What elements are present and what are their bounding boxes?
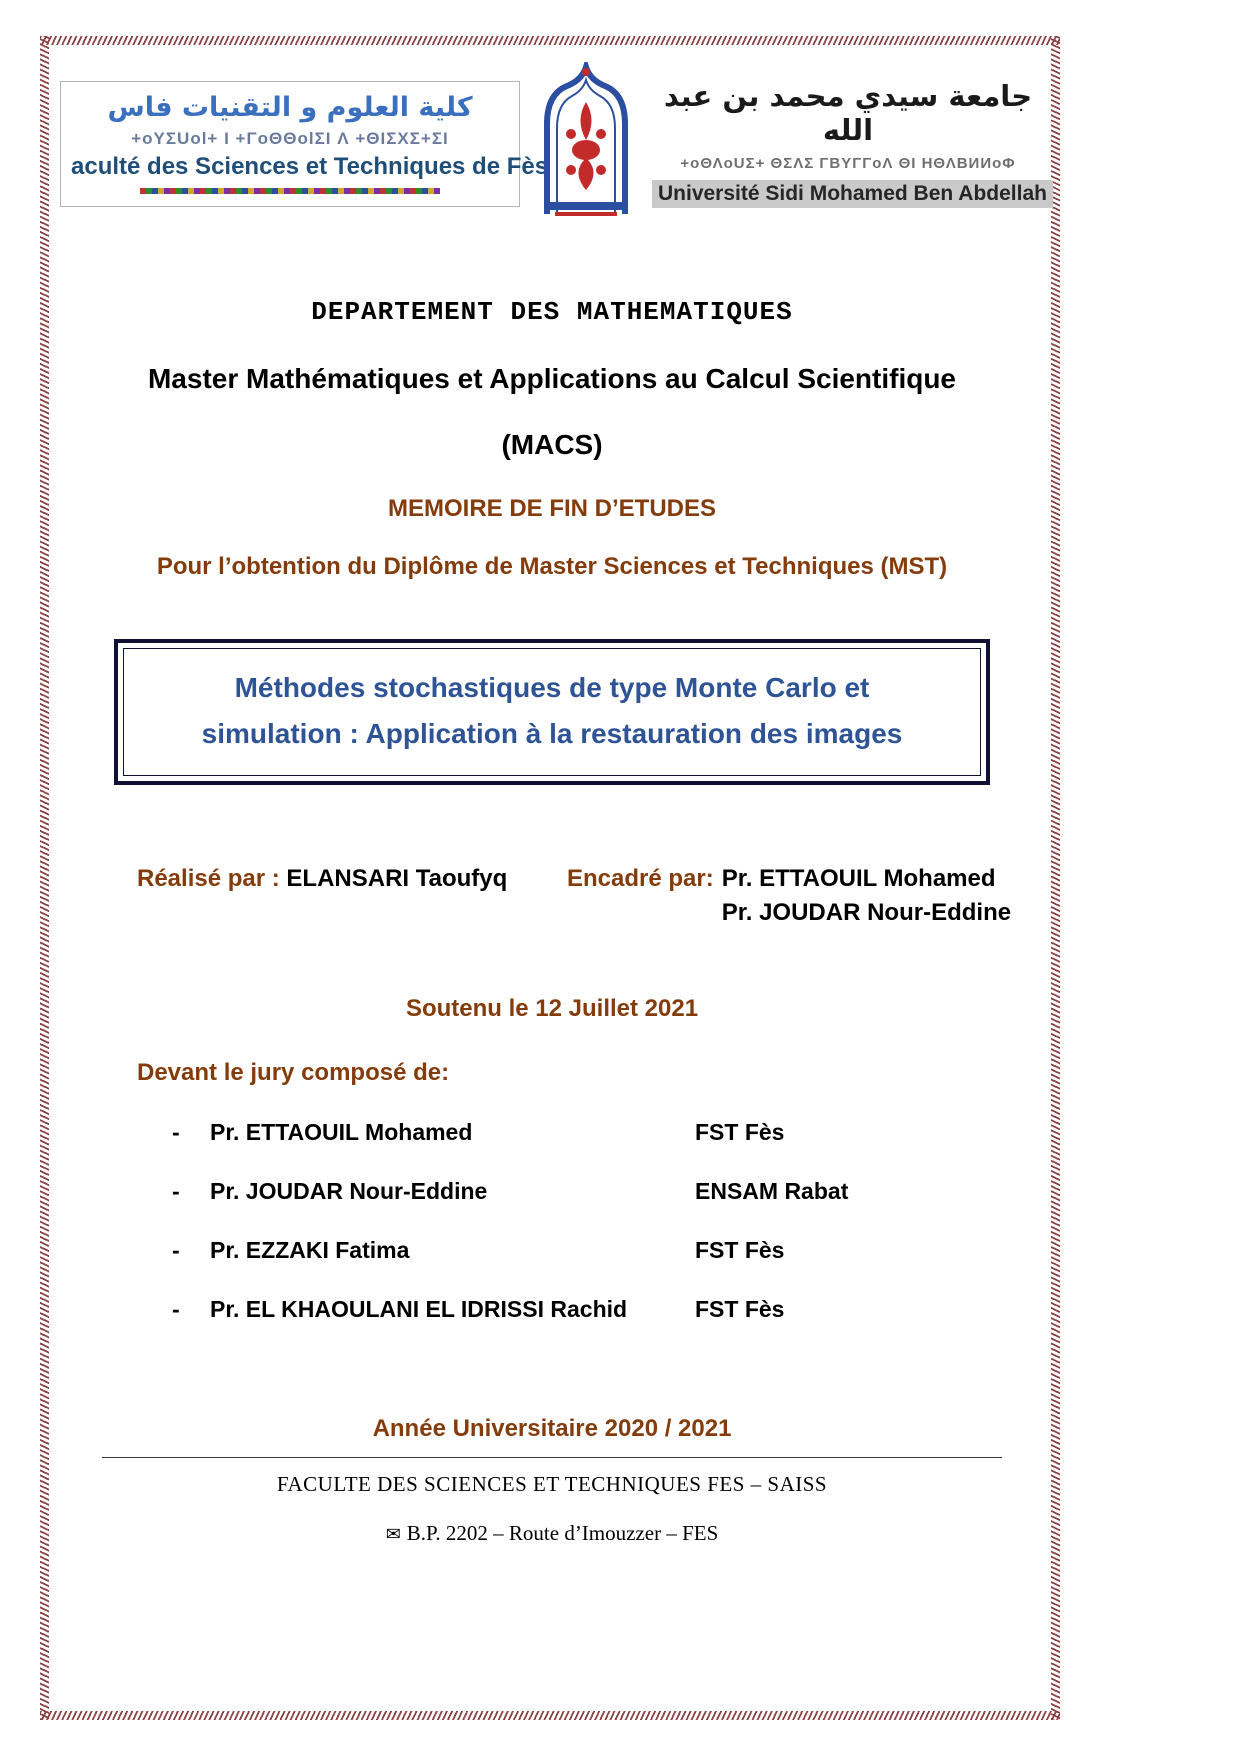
frame-right-edge bbox=[1051, 36, 1060, 1720]
jury-heading: Devant le jury composé de: bbox=[137, 1059, 450, 1087]
jury-member-name: Pr. EZZAKI Fatima bbox=[210, 1237, 410, 1264]
faculty-color-strip bbox=[140, 188, 440, 194]
page-content bbox=[52, 48, 1052, 1546]
author-block bbox=[137, 865, 567, 933]
supervisor-name-2: Pr. JOUDAR Nour-Eddine bbox=[721, 899, 1012, 927]
footer-address-line bbox=[52, 1521, 1052, 1546]
university-french-name: Université Sidi Mohamed Ben Abdellah bbox=[652, 180, 1053, 208]
thesis-title-box bbox=[114, 639, 990, 785]
department-heading: DEPARTEMENT DES MATHEMATIQUES bbox=[311, 297, 793, 327]
jury-row bbox=[52, 1119, 1052, 1146]
credits-row bbox=[52, 865, 1052, 933]
header-banner bbox=[52, 62, 1052, 225]
jury-member-affiliation: ENSAM Rabat bbox=[695, 1178, 849, 1205]
bullet-dash: - bbox=[172, 1119, 180, 1146]
memoire-heading: MEMOIRE DE FIN D’ETUDES bbox=[387, 495, 717, 522]
supervisor-names bbox=[722, 865, 1011, 933]
macs-acronym: (MACS) bbox=[501, 429, 603, 460]
jury-member-name: Pr. EL KHAOULANI EL IDRISSI Rachid bbox=[210, 1296, 628, 1323]
university-arabic-name: جامعة سيدي محمد بن عبد الله bbox=[663, 79, 1033, 147]
jury-row bbox=[52, 1296, 1052, 1323]
author-label: Réalisé par : bbox=[137, 865, 280, 893]
footer-address-text: B.P. 2202 – Route d’Imouzzer – FES bbox=[406, 1521, 719, 1546]
envelope-icon: ✉ bbox=[385, 1524, 401, 1546]
supervisor-label: Encadré par: bbox=[567, 865, 714, 893]
faculty-arabic-name: كلية العلوم و التقنيات فاس bbox=[107, 91, 473, 123]
university-logo-block bbox=[521, 62, 651, 225]
bullet-dash: - bbox=[172, 1237, 180, 1264]
defense-date: Soutenu le 12 Juillet 2021 bbox=[405, 995, 699, 1023]
jury-member-name: Pr. ETTAOUIL Mohamed bbox=[210, 1119, 473, 1146]
university-logo-icon bbox=[525, 62, 647, 220]
faculty-french-name: aculté des Sciences et Techniques de Fès bbox=[71, 152, 549, 180]
frame-bottom-edge bbox=[40, 1711, 1060, 1720]
thesis-title-line-1: Méthodes stochastiques de type Monte Carlo et bbox=[234, 672, 870, 703]
university-tifinagh-name: +oΘΛoUΣ+ ΘΣΛΣ ΓΒΥΓΓoΛ ΘI ΗΘΛΒИИoΦ bbox=[680, 155, 1016, 172]
faculty-tifinagh-name: +oYΣUol+ I +ΓoΘΘolΣI Λ +ΘIΣΧΣ+ΣI bbox=[131, 128, 449, 148]
jury-member-name: Pr. JOUDAR Nour-Eddine bbox=[210, 1178, 488, 1205]
frame-top-edge bbox=[40, 36, 1060, 45]
jury-row bbox=[52, 1178, 1052, 1205]
diplome-subheading: Pour l’obtention du Diplôme de Master Sciences et Techniques (MST) bbox=[156, 553, 948, 580]
jury-member-affiliation: FST Fès bbox=[695, 1296, 785, 1323]
author-name: ELANSARI Taoufyq bbox=[286, 865, 508, 893]
master-program-heading: Master Mathématiques et Applications au Calcul Scientifique bbox=[147, 363, 957, 394]
bullet-dash: - bbox=[172, 1296, 180, 1323]
jury-member-affiliation: FST Fès bbox=[695, 1237, 785, 1264]
academic-year: Année Universitaire 2020 / 2021 bbox=[372, 1415, 732, 1443]
jury-member-affiliation: FST Fès bbox=[695, 1119, 785, 1146]
thesis-title-line-2: simulation : Application à la restauration des images bbox=[201, 718, 903, 750]
supervisors-block bbox=[567, 865, 1011, 933]
footer-divider bbox=[102, 1457, 1002, 1458]
footer-faculty-line: FACULTE DES SCIENCES ET TECHNIQUES FES – SAISS bbox=[276, 1472, 828, 1497]
supervisor-name-1: Pr. ETTAOUIL Mohamed bbox=[721, 865, 996, 893]
faculty-logo-block bbox=[60, 81, 549, 207]
bullet-dash: - bbox=[172, 1178, 180, 1205]
frame-left-edge bbox=[40, 36, 49, 1720]
thesis-title-inner bbox=[123, 648, 981, 776]
university-name-block bbox=[652, 79, 1047, 208]
jury-row bbox=[52, 1237, 1052, 1264]
